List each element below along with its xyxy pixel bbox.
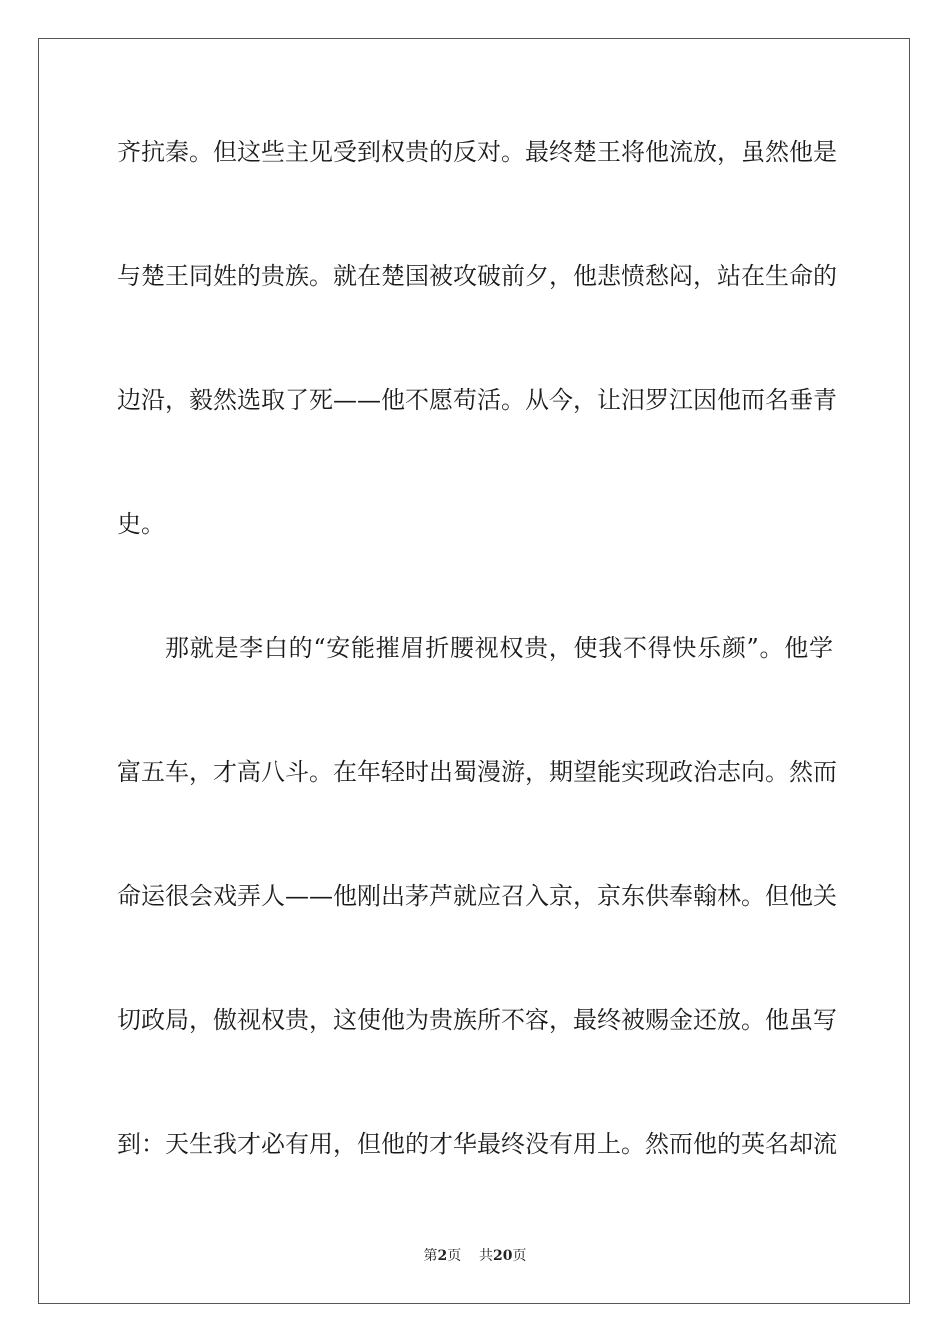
total-suffix: 页 xyxy=(512,1248,527,1264)
paragraph-line-7: 命运很会戏弄人——他刚出茅芦就应召入京，京东供奉翰林。但他关 xyxy=(117,882,837,910)
paragraph-line-8: 切政局，傲视权贵，这使他为贵族所不容，最终被赐金还放。他虽写 xyxy=(117,1006,837,1034)
paragraph-line-1: 齐抗秦。但这些主见受到权贵的反对。最终楚王将他流放，虽然他是 xyxy=(117,138,837,166)
paragraph-line-6: 富五车，才高八斗。在年轻时出蜀漫游，期望能实现政治志向。然而 xyxy=(117,758,837,786)
page-border xyxy=(38,38,910,1304)
page-footer xyxy=(0,1247,950,1265)
total-prefix: 共 xyxy=(479,1248,494,1264)
total-pages: 20 xyxy=(493,1248,513,1264)
paragraph-line-4: 史。 xyxy=(117,510,165,538)
paragraph-line-3: 边沿，毅然选取了死——他不愿苟活。从今，让汨罗江因他而名垂青 xyxy=(117,386,837,414)
paragraph-line-2: 与楚王同姓的贵族。就在楚国被攻破前夕，他悲愤愁闷，站在生命的 xyxy=(117,262,837,290)
page-suffix: 页 xyxy=(447,1248,462,1264)
paragraph-line-9: 到：天生我才必有用，但他的才华最终没有用上。然而他的英名却流 xyxy=(117,1130,837,1158)
page-number: 2 xyxy=(437,1248,448,1264)
page-prefix: 第 xyxy=(423,1248,438,1264)
paragraph-line-5: 那就是李白的“安能摧眉折腰视权贵，使我不得快乐颜”。他学 xyxy=(165,634,833,662)
